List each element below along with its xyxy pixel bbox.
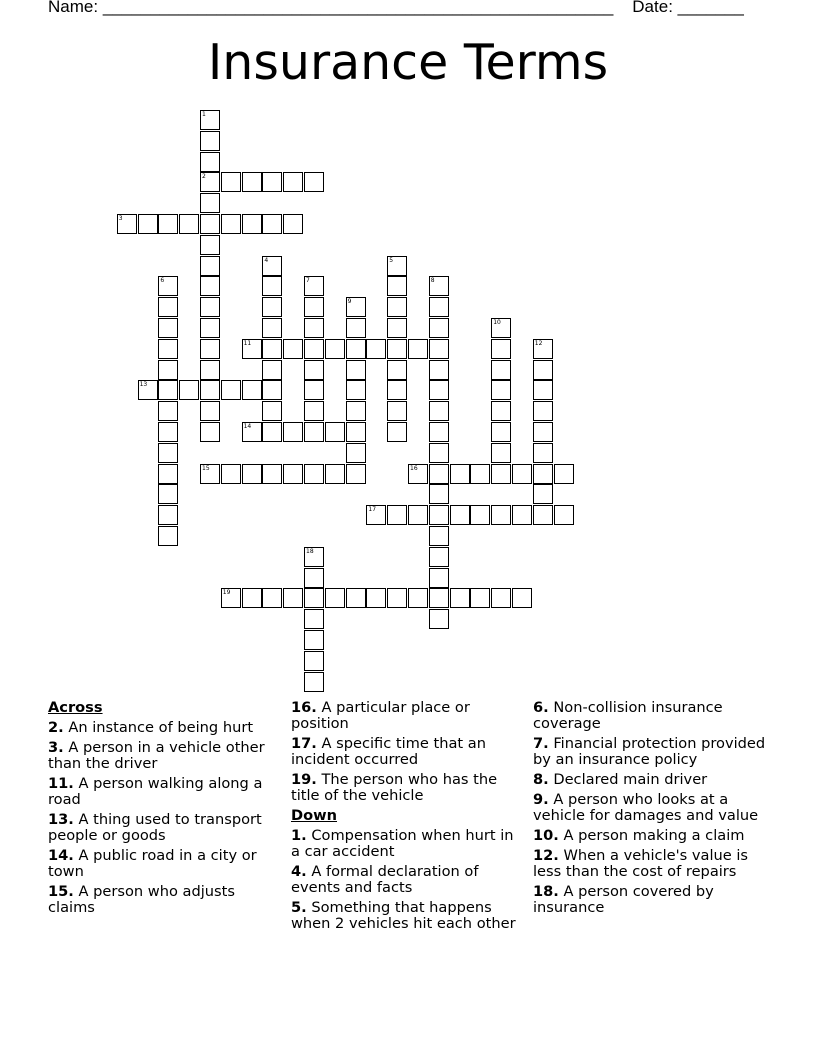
grid-cell[interactable] xyxy=(512,505,532,525)
clue-item-number: 6. xyxy=(533,699,549,716)
grid-cell[interactable] xyxy=(200,131,220,151)
grid-cell[interactable] xyxy=(117,214,137,234)
clue-heading: Down xyxy=(291,807,338,824)
grid-cell[interactable] xyxy=(325,339,345,359)
name-field[interactable]: ______________________________________________________ xyxy=(102,0,614,16)
grid-cell[interactable] xyxy=(387,588,407,608)
clue-item-number: 18. xyxy=(533,883,559,900)
clue-item xyxy=(291,900,523,932)
grid-cell[interactable] xyxy=(387,380,407,400)
grid-cell[interactable] xyxy=(242,172,262,192)
grid-cell[interactable] xyxy=(533,422,553,442)
grid-cell[interactable] xyxy=(158,505,178,525)
grid-cell[interactable] xyxy=(554,464,574,484)
clue-item-text: A person walking along a road xyxy=(48,775,263,808)
clue-item-text: A formal declaration of events and facts xyxy=(291,863,479,896)
grid-cell[interactable] xyxy=(242,214,262,234)
grid-cell[interactable] xyxy=(470,505,490,525)
grid-cell[interactable] xyxy=(533,484,553,504)
clue-item-text: Compensation when hurt in a car accident xyxy=(291,827,514,860)
clue-item-text: A person covered by insurance xyxy=(533,883,714,916)
grid-cell[interactable] xyxy=(138,214,158,234)
grid-cell[interactable] xyxy=(408,339,428,359)
grid-cell[interactable] xyxy=(470,464,490,484)
clue-item-text: A public road in a city or town xyxy=(48,847,257,880)
page-title: Insurance Terms xyxy=(207,34,609,91)
grid-cell[interactable] xyxy=(262,360,282,380)
grid-cell[interactable] xyxy=(242,380,262,400)
clue-item xyxy=(48,740,273,772)
grid-cell[interactable] xyxy=(158,360,178,380)
grid-cell[interactable] xyxy=(325,464,345,484)
grid-cell[interactable] xyxy=(221,380,241,400)
grid-cell[interactable] xyxy=(429,484,449,504)
clue-item-text: Something that happens when 2 vehicles hit each other xyxy=(291,899,516,932)
grid-cell[interactable] xyxy=(179,380,199,400)
grid-cell[interactable] xyxy=(262,318,282,338)
grid-cell[interactable] xyxy=(429,360,449,380)
grid-cell[interactable] xyxy=(387,360,407,380)
clue-item-number: 5. xyxy=(291,899,307,916)
grid-cell[interactable] xyxy=(533,360,553,380)
grid-cell[interactable] xyxy=(429,443,449,463)
grid-cell[interactable] xyxy=(304,380,324,400)
grid-cell[interactable] xyxy=(158,443,178,463)
grid-cell[interactable] xyxy=(346,339,366,359)
clue-item xyxy=(533,848,768,880)
grid-cell[interactable] xyxy=(366,339,386,359)
grid-cell[interactable] xyxy=(304,172,324,192)
grid-cell[interactable] xyxy=(158,484,178,504)
clue-item xyxy=(291,736,523,768)
grid-cell[interactable] xyxy=(491,464,511,484)
grid-cell[interactable] xyxy=(408,505,428,525)
clue-number: 15 xyxy=(202,464,210,472)
grid-cell[interactable] xyxy=(429,380,449,400)
grid-cell[interactable] xyxy=(346,318,366,338)
grid-cell[interactable] xyxy=(346,422,366,442)
grid-cell[interactable] xyxy=(429,526,449,546)
clue-item-number: 15. xyxy=(48,883,74,900)
grid-cell[interactable] xyxy=(533,443,553,463)
grid-cell[interactable] xyxy=(387,297,407,317)
grid-cell[interactable] xyxy=(387,318,407,338)
grid-cell[interactable] xyxy=(491,380,511,400)
grid-cell[interactable] xyxy=(346,443,366,463)
grid-cell[interactable] xyxy=(387,256,407,276)
grid-cell[interactable] xyxy=(366,588,386,608)
grid-cell[interactable] xyxy=(200,256,220,276)
grid-cell[interactable] xyxy=(408,588,428,608)
grid-cell[interactable] xyxy=(242,464,262,484)
clue-number: 13 xyxy=(139,381,148,389)
clue-item xyxy=(533,700,768,732)
grid-cell[interactable] xyxy=(200,172,220,192)
grid-cell[interactable] xyxy=(200,276,220,296)
grid-cell[interactable] xyxy=(491,588,511,608)
grid-cell[interactable] xyxy=(262,276,282,296)
grid-cell[interactable] xyxy=(158,297,178,317)
grid-cell[interactable] xyxy=(325,588,345,608)
grid-cell[interactable] xyxy=(304,360,324,380)
grid-cell[interactable] xyxy=(429,318,449,338)
clue-item xyxy=(291,864,523,896)
clue-column-3 xyxy=(533,700,768,920)
grid-cell[interactable] xyxy=(491,505,511,525)
grid-cell[interactable] xyxy=(158,339,178,359)
grid-cell[interactable] xyxy=(491,318,511,338)
clue-item-text: A person who adjusts claims xyxy=(48,883,235,916)
clue-item-text: An instance of being hurt xyxy=(68,719,254,736)
grid-cell[interactable] xyxy=(304,297,324,317)
clue-number: 14 xyxy=(243,423,252,430)
grid-cell[interactable] xyxy=(200,360,220,380)
grid-cell[interactable] xyxy=(200,297,220,317)
grid-cell[interactable] xyxy=(450,588,470,608)
grid-cell[interactable] xyxy=(512,588,532,608)
grid-cell[interactable] xyxy=(304,630,324,650)
grid-cell[interactable] xyxy=(262,214,282,234)
clue-item xyxy=(48,720,273,736)
clue-item-text: A person in a vehicle other than the driver xyxy=(48,739,265,772)
grid-cell[interactable] xyxy=(491,443,511,463)
clue-item-number: 13. xyxy=(48,811,74,828)
clue-item xyxy=(48,848,273,880)
clue-item xyxy=(533,792,768,824)
date-field[interactable]: _______ xyxy=(677,0,744,16)
clue-item-number: 17. xyxy=(291,735,317,752)
grid-cell[interactable] xyxy=(429,276,449,296)
grid-cell[interactable] xyxy=(429,464,449,484)
clue-item-text: A thing used to transport people or goods xyxy=(48,811,262,844)
grid-cell[interactable] xyxy=(158,380,178,400)
grid-cell[interactable] xyxy=(325,422,345,442)
clue-item-text: A person making a claim xyxy=(563,827,745,844)
grid-cell[interactable] xyxy=(429,588,449,608)
grid-cell[interactable] xyxy=(429,609,449,629)
clue-column-1 xyxy=(48,700,273,920)
grid-cell[interactable] xyxy=(304,318,324,338)
clue-number: 6 xyxy=(160,277,165,285)
grid-cell[interactable] xyxy=(533,505,553,525)
grid-cell[interactable] xyxy=(408,464,428,484)
clue-item-text: When a vehicle's value is less than the cost of repairs xyxy=(533,847,749,880)
grid-cell[interactable] xyxy=(512,464,532,484)
clue-heading: Across xyxy=(48,699,103,716)
grid-cell[interactable] xyxy=(158,464,178,484)
grid-cell[interactable] xyxy=(283,214,303,234)
clue-item-number: 7. xyxy=(533,735,549,752)
clue-item xyxy=(48,812,273,844)
grid-cell[interactable] xyxy=(304,651,324,671)
clue-item-number: 2. xyxy=(48,719,64,736)
clue-item-text: Declared main driver xyxy=(553,771,708,788)
clue-number: 1 xyxy=(202,111,206,118)
clue-number: 11 xyxy=(243,339,252,347)
grid-cell[interactable] xyxy=(304,401,324,421)
clue-item-text: A specific time that an incident occurred xyxy=(291,735,486,768)
grid-cell[interactable] xyxy=(262,422,282,442)
grid-cell[interactable] xyxy=(200,401,220,421)
grid-cell[interactable] xyxy=(304,276,324,296)
grid-cell[interactable] xyxy=(262,297,282,317)
grid-cell[interactable] xyxy=(283,464,303,484)
grid-cell[interactable] xyxy=(158,401,178,421)
clue-item xyxy=(533,828,768,844)
clue-item xyxy=(533,736,768,768)
grid-cell[interactable] xyxy=(283,339,303,359)
clue-column-2 xyxy=(291,700,523,936)
grid-cell[interactable] xyxy=(283,588,303,608)
grid-cell[interactable] xyxy=(346,588,366,608)
grid-cell[interactable] xyxy=(346,401,366,421)
grid-cell[interactable] xyxy=(470,588,490,608)
grid-cell[interactable] xyxy=(346,380,366,400)
date-label: Date: xyxy=(632,0,673,16)
clue-item-number: 12. xyxy=(533,847,559,864)
clue-item-text: A particular place or position xyxy=(291,699,470,732)
grid-cell[interactable] xyxy=(450,464,470,484)
grid-cell[interactable] xyxy=(429,401,449,421)
grid-cell[interactable] xyxy=(533,380,553,400)
grid-cell[interactable] xyxy=(221,588,241,608)
grid-cell[interactable] xyxy=(387,339,407,359)
clue-item-text: Non-collision insurance coverage xyxy=(533,699,723,732)
grid-cell[interactable] xyxy=(200,464,220,484)
grid-cell[interactable] xyxy=(387,422,407,442)
grid-cell[interactable] xyxy=(491,360,511,380)
grid-cell[interactable] xyxy=(242,422,262,442)
clue-item-number: 14. xyxy=(48,847,74,864)
grid-cell[interactable] xyxy=(304,609,324,629)
grid-cell[interactable] xyxy=(242,588,262,608)
clue-item-text: The person who has the title of the vehicle xyxy=(291,771,498,804)
grid-cell[interactable] xyxy=(429,505,449,525)
grid-cell[interactable] xyxy=(304,464,324,484)
clue-number: 16 xyxy=(410,464,418,472)
grid-cell[interactable] xyxy=(158,214,178,234)
grid-cell[interactable] xyxy=(221,464,241,484)
grid-cell[interactable] xyxy=(200,193,220,213)
clue-item-text: Financial protection provided by an insurance policy xyxy=(533,735,766,768)
grid-cell[interactable] xyxy=(262,588,282,608)
grid-cell[interactable] xyxy=(200,380,220,400)
grid-cell[interactable] xyxy=(533,401,553,421)
grid-cell[interactable] xyxy=(387,401,407,421)
grid-cell[interactable] xyxy=(304,339,324,359)
clue-item-number: 4. xyxy=(291,863,307,880)
grid-cell[interactable] xyxy=(304,568,324,588)
grid-cell[interactable] xyxy=(304,672,324,692)
clue-item-number: 8. xyxy=(533,771,549,788)
clue-item-number: 11. xyxy=(48,775,74,792)
clue-number: 8 xyxy=(430,277,435,285)
clue-item-number: 19. xyxy=(291,771,317,788)
grid-cell[interactable] xyxy=(262,256,282,276)
grid-cell[interactable] xyxy=(304,422,324,442)
clue-number: 9 xyxy=(347,298,352,306)
grid-cell[interactable] xyxy=(533,339,553,359)
clue-number: 7 xyxy=(306,277,310,285)
clue-item xyxy=(533,884,768,916)
clue-number: 18 xyxy=(306,547,314,555)
clue-number: 3 xyxy=(118,215,123,222)
clue-number: 2 xyxy=(202,173,206,181)
grid-cell[interactable] xyxy=(283,422,303,442)
clue-number: 17 xyxy=(368,506,377,514)
grid-cell[interactable] xyxy=(200,152,220,172)
grid-cell[interactable] xyxy=(491,422,511,442)
clue-number: 5 xyxy=(389,256,394,264)
grid-cell[interactable] xyxy=(200,110,220,130)
grid-cell[interactable] xyxy=(158,276,178,296)
clue-item-number: 3. xyxy=(48,739,64,756)
grid-cell[interactable] xyxy=(158,318,178,338)
grid-cell[interactable] xyxy=(221,172,241,192)
grid-cell[interactable] xyxy=(554,505,574,525)
clue-item xyxy=(291,700,523,732)
name-label: Name: xyxy=(48,0,99,16)
grid-cell[interactable] xyxy=(491,339,511,359)
grid-cell[interactable] xyxy=(491,401,511,421)
clue-item-number: 9. xyxy=(533,791,549,808)
clue-number: 19 xyxy=(222,589,231,597)
grid-cell[interactable] xyxy=(346,297,366,317)
clue-item-text: A person who looks at a vehicle for damages and value xyxy=(533,791,759,824)
grid-cell[interactable] xyxy=(304,588,324,608)
grid-cell[interactable] xyxy=(304,547,324,567)
grid-cell[interactable] xyxy=(242,339,262,359)
grid-cell[interactable] xyxy=(387,505,407,525)
grid-cell[interactable] xyxy=(387,276,407,296)
grid-cell[interactable] xyxy=(346,464,366,484)
grid-cell[interactable] xyxy=(200,318,220,338)
grid-cell[interactable] xyxy=(429,297,449,317)
grid-cell[interactable] xyxy=(346,360,366,380)
grid-cell[interactable] xyxy=(450,505,470,525)
grid-cell[interactable] xyxy=(179,214,199,234)
grid-cell[interactable] xyxy=(138,380,158,400)
grid-cell[interactable] xyxy=(262,401,282,421)
grid-cell[interactable] xyxy=(200,214,220,234)
grid-cell[interactable] xyxy=(262,339,282,359)
grid-cell[interactable] xyxy=(158,422,178,442)
clue-item-number: 16. xyxy=(291,699,317,716)
grid-cell[interactable] xyxy=(200,235,220,255)
clue-number: 10 xyxy=(493,319,501,326)
grid-cell[interactable] xyxy=(262,464,282,484)
grid-cell[interactable] xyxy=(262,380,282,400)
clue-item xyxy=(291,828,523,860)
grid-cell[interactable] xyxy=(429,339,449,359)
clue-item xyxy=(48,776,273,808)
grid-cell[interactable] xyxy=(366,505,386,525)
clue-item xyxy=(291,772,523,804)
clue-number: 4 xyxy=(264,256,269,264)
clue-item xyxy=(48,884,273,916)
clue-item-number: 10. xyxy=(533,827,559,844)
grid-cell[interactable] xyxy=(429,568,449,588)
grid-cell[interactable] xyxy=(283,172,303,192)
grid-cell[interactable] xyxy=(429,547,449,567)
grid-cell[interactable] xyxy=(429,422,449,442)
grid-cell[interactable] xyxy=(262,172,282,192)
clue-item xyxy=(533,772,768,788)
grid-cell[interactable] xyxy=(158,526,178,546)
clue-number: 12 xyxy=(534,339,543,347)
grid-cell[interactable] xyxy=(200,422,220,442)
grid-cell[interactable] xyxy=(200,339,220,359)
clue-item-number: 1. xyxy=(291,827,307,844)
grid-cell[interactable] xyxy=(221,214,241,234)
grid-cell[interactable] xyxy=(533,464,553,484)
